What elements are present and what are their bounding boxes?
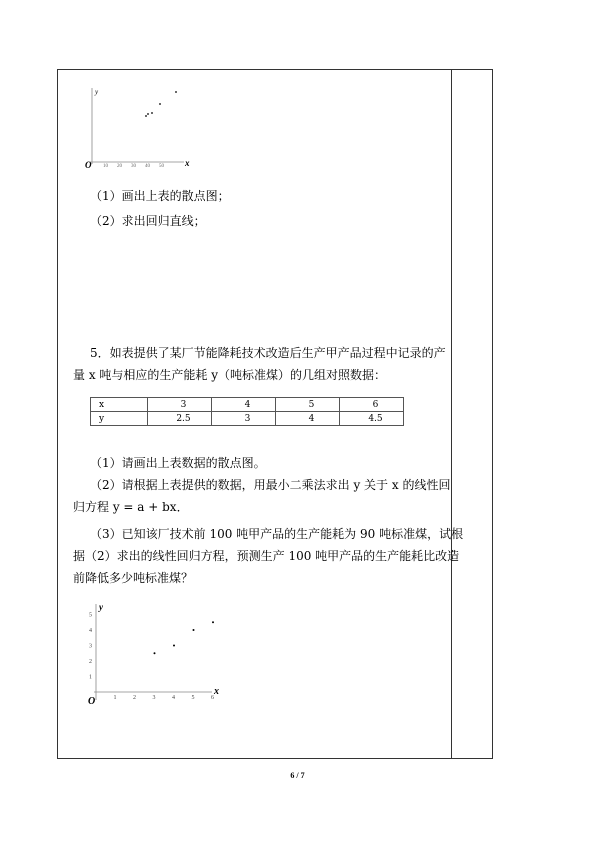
bottom-x-tick: 2 (133, 695, 136, 701)
table-cell: 4 (212, 398, 276, 412)
problem5-q3-line1: （3）已知该厂技术前 100 吨甲产品的生产能耗为 90 吨标准煤，试根 (90, 527, 464, 541)
problem5-intro-line1: 5．如表提供了某厂节能降耗技术改造后生产甲产品过程中记录的产 (90, 346, 446, 360)
table-cell: 3 (212, 412, 276, 426)
table-cell: 4 (276, 412, 340, 426)
top-x-tick: 50 (159, 164, 164, 169)
bottom-x-label: x (214, 686, 219, 697)
top-x-tick: 10 (103, 164, 108, 169)
table-row-y (91, 412, 404, 426)
bottom-origin-label: O (88, 696, 96, 707)
top-point (151, 112, 153, 114)
bottom-point (154, 652, 156, 654)
problem5-q1: （1）请画出上表数据的散点图。 (90, 456, 266, 470)
top-origin-label: O (85, 160, 92, 170)
top-point (145, 115, 147, 117)
top-x-tick: 40 (145, 164, 150, 169)
bottom-y-tick: 1 (89, 674, 92, 681)
data-table (90, 397, 404, 426)
table-cell: 3 (148, 398, 212, 412)
top-scatter-plot (84, 86, 194, 170)
page-number: 6 / 7 (290, 771, 305, 780)
bottom-x-tick: 3 (152, 695, 156, 701)
top-x-label: x (185, 158, 190, 168)
top-x-tick: 30 (131, 164, 136, 169)
bottom-x-tick: 5 (191, 695, 195, 701)
table-cell: 2.5 (148, 412, 212, 426)
problem5-q3-line3: 前降低多少吨标准煤？ (73, 571, 194, 585)
question-a-1: （1）画出上表的散点图； (90, 189, 230, 203)
table-cell: x (91, 398, 148, 412)
problem5-q2-line2: 归方程 y = a + bx． (73, 500, 189, 514)
table-row-x (91, 398, 404, 412)
top-point (147, 113, 149, 115)
problem5-q2-line1: （2）请根据上表提供的数据，用最小二乘法求出 y 关于 x 的线性回 (90, 478, 451, 492)
table-cell: 6 (340, 398, 404, 412)
bottom-x-tick: 1 (113, 695, 117, 701)
table-cell: 4.5 (340, 412, 404, 426)
bottom-point (212, 621, 214, 623)
bottom-point (193, 629, 195, 631)
problem5-q3-line2: 据（2）求出的线性回归方程，预测生产 100 吨甲产品的生产能耗比改造 (73, 549, 460, 563)
bottom-scatter-plot (84, 600, 234, 710)
question-a-2: （2）求出回归直线； (90, 214, 206, 228)
top-x-tick: 20 (117, 164, 122, 169)
top-point (159, 103, 161, 105)
bottom-x-tick: 6 (211, 695, 214, 701)
top-y-label: y (95, 88, 99, 96)
bottom-x-tick: 4 (172, 695, 175, 701)
bottom-point (173, 645, 175, 647)
table-cell: y (91, 412, 148, 426)
table-cell: 5 (276, 398, 340, 412)
problem5-intro-line2: 量 x 吨与相应的生产能耗 y（吨标准煤）的几组对照数据： (73, 368, 386, 382)
bottom-y-tick: 2 (89, 659, 92, 665)
bottom-y-tick: 5 (89, 612, 92, 619)
bottom-y-tick: 4 (89, 628, 92, 634)
bottom-y-tick: 3 (89, 643, 92, 650)
top-point (175, 91, 177, 93)
column-divider (451, 69, 452, 759)
bottom-y-label: y (99, 602, 103, 612)
